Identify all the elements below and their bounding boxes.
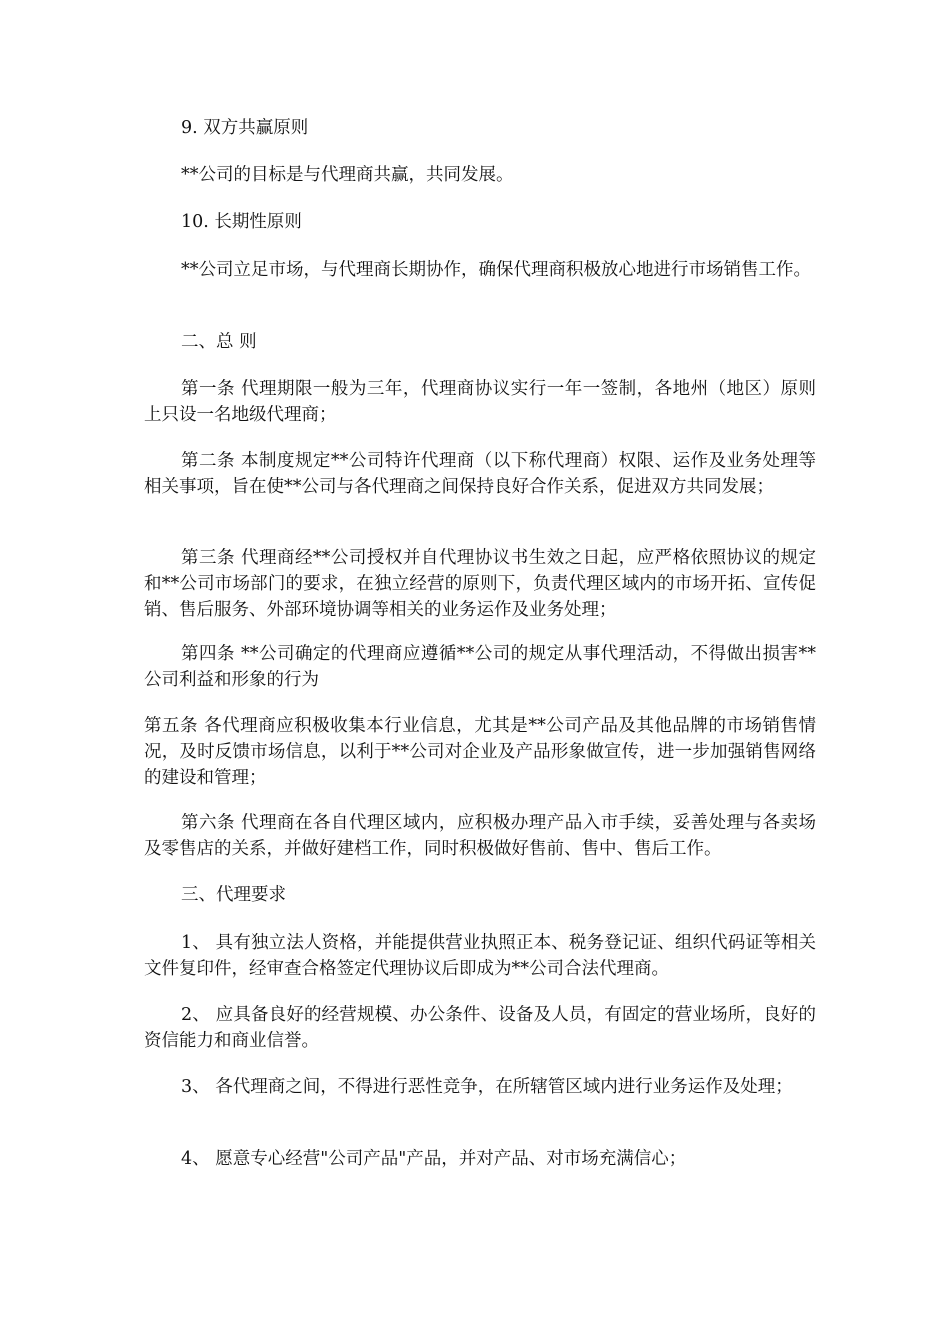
article-3: 第三条 代理商经**公司授权并自代理协议书生效之日起，应严格依照协议的规定和**公司市场部门的要求，在独立经营的原则下，负责代理区域内的市场开拓、宣传促销、售后服务、外部环境协调等相关的业务运作及业务处理； [144, 548, 816, 620]
paragraph-long-term: **公司立足市场，与代理商长期协作，确保代理商积极放心地进行市场销售工作。 [181, 260, 811, 280]
section-heading-long-term: 10. 长期性原则 [181, 212, 302, 232]
article-2: 第二条 本制度规定**公司特许代理商（以下称代理商）权限、运作及业务处理等相关事项，旨在使**公司与各代理商之间保持良好合作关系，促进双方共同发展； [144, 451, 816, 497]
requirement-4: 4、 愿意专心经营"公司产品"产品，并对产品、对市场充满信心； [181, 1149, 687, 1169]
requirement-1: 1、 具有独立法人资格，并能提供营业执照正本、税务登记证、组织代码证等相关文件复印件，经审查合格签定代理协议后即成为**公司合法代理商。 [144, 933, 816, 979]
section-heading-win-win: 9. 双方共赢原则 [181, 118, 309, 138]
article-5: 第五条 各代理商应积极收集本行业信息，尤其是**公司产品及其他品牌的市场销售情况，及时反馈市场信息，以利于**公司对企业及产品形象做宣传，进一步加强销售网络的建设和管理； [144, 716, 816, 788]
article-4: 第四条 **公司确定的代理商应遵循**公司的规定从事代理活动，不得做出损害**公司利益和形象的行为 [144, 644, 816, 690]
chapter-heading-requirements: 三、代理要求 [181, 885, 286, 905]
requirement-3: 3、 各代理商之间，不得进行恶性竞争，在所辖管区域内进行业务运作及处理； [181, 1077, 793, 1097]
paragraph-win-win: **公司的目标是与代理商共赢，共同发展。 [181, 165, 514, 185]
article-6: 第六条 代理商在各自代理区域内，应积极办理产品入市手续，妥善处理与各卖场及零售店的关系，并做好建档工作，同时积极做好售前、售中、售后工作。 [144, 813, 816, 859]
requirement-2: 2、 应具备良好的经营规模、办公条件、设备及人员，有固定的营业场所，良好的资信能力和商业信誉。 [144, 1005, 816, 1051]
article-1: 第一条 代理期限一般为三年，代理商协议实行一年一签制，各地州（地区）原则上只设一名地级代理商； [144, 379, 816, 425]
chapter-heading-general: 二、总 则 [181, 332, 257, 352]
